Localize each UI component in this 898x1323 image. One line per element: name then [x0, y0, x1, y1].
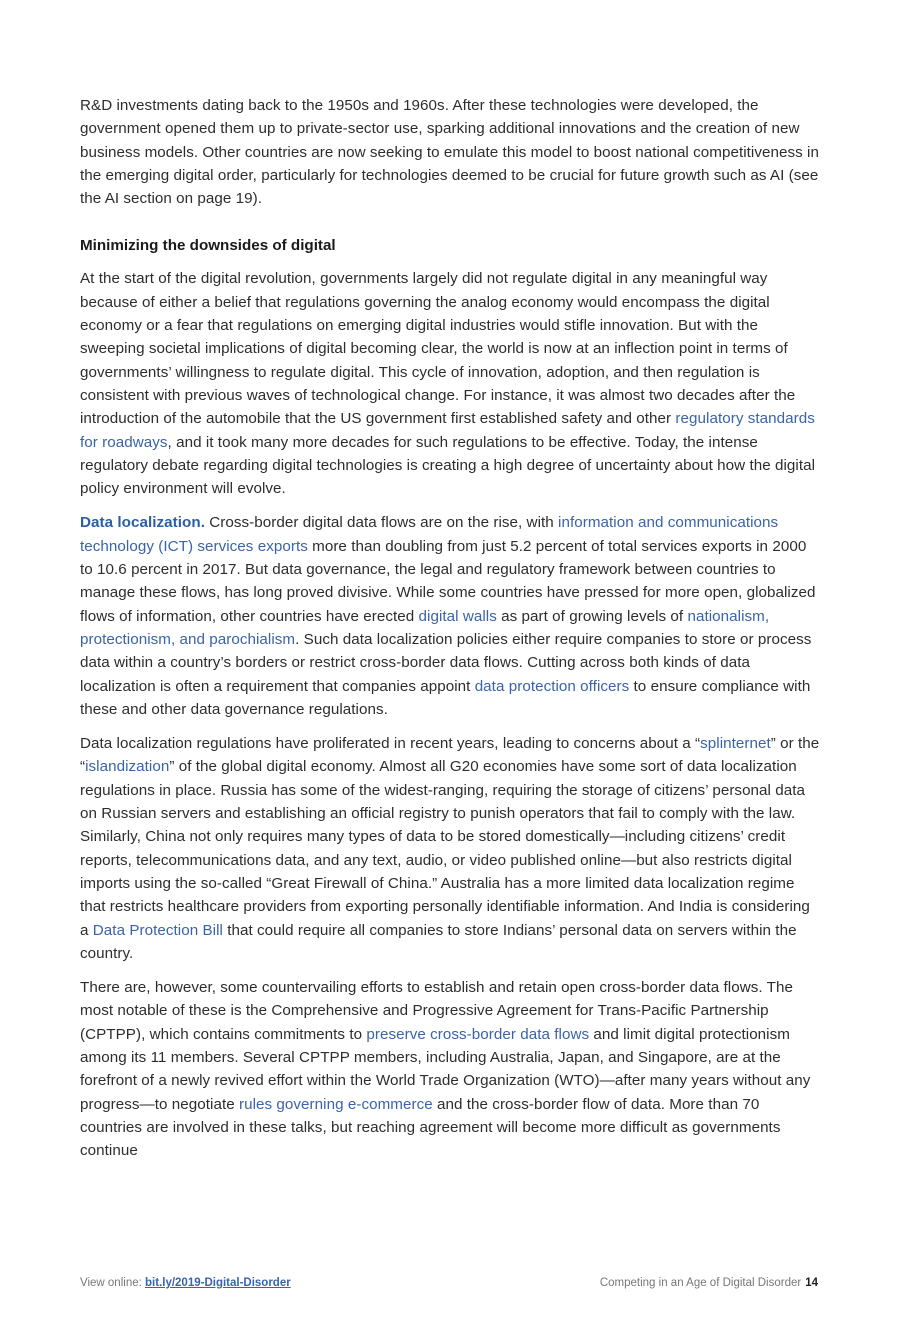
footer-doc-info [600, 1277, 818, 1289]
section-heading: Minimizing the downsides of digital [80, 237, 336, 255]
paragraph-localization-regulations: Data localization regulations have proliferated in recent years, leading to concerns about a “splinternet” or the “islandization” of the global digital economy. Almost all G20 economies have some sort of data localization regulations in place. Russia has some of the widest-ranging, requiring the storage of citizens’ personal data on Russian servers and establishing an official registry to punish operators that fail to comply with the law. Similarly, China not only requires many types of data to be stored domestically—including citizens’ credit reports, telecommunications data, and any text, audio, or video published online—but also restricts digital imports using the so-called “Great Firewall of China.” Australia has a more limited data localization regime that restricts healthcare providers from exporting personally identifiable information. And India is considering a Data Protection Bill that could require all companies to store Indians’ personal data on servers within the country. [80, 735, 820, 962]
link-preserve-data-flows[interactable]: preserve cross-border data flows [366, 1025, 590, 1043]
page-footer [80, 1277, 818, 1289]
page-number: 14 [805, 1277, 818, 1289]
link-digital-walls[interactable]: digital walls [418, 607, 497, 625]
paragraph-countervailing-efforts: There are, however, some countervailing efforts to establish and retain open cross-border data flows. The most notable of these is the Comprehensive and Progressive Agreement for Trans-Pacific Partnership (CPTPP), which contains commitments to preserve cross-border data flows and limit digital protectionism among its 11 members. Several CPTPP members, including Australia, Japan, and Singapore, are at the forefront of a newly revived effort within the World Trade Organization (WTO)—after many years without any progress—to negotiate rules governing e-commerce and the cross-border flow of data. More than 70 countries are involved in these talks, but reaching agreement will become more difficult as governments continue [80, 979, 811, 1160]
link-rules-e-commerce[interactable]: rules governing e-commerce [238, 1095, 433, 1113]
paragraph-regulation: At the start of the digital revolution, governments largely did not regulate digital in any meaningful way because of either a belief that regulations governing the analog economy would encompass the digital economy or a fear that regulations on emerging digital industries would stifle innovation. But with the sweeping societal implications of digital becoming clear, the world is now at an inflection point in terms of governments’ willingness to regulate digital. This cycle of innovation, adoption, and then regulation is consistent with previous waves of technological change. For instance, it was almost two decades after the introduction of the automobile that the US government first established safety and other regulatory standards for roadways, and it took many more decades for such regulations to be effective. Today, the intense regulatory debate regarding digital technologies is creating a high degree of uncertainty about how the digital policy environment will evolve. [80, 270, 816, 498]
paragraph-data-localization: Data localization. Cross-border digital data flows are on the rise, with information and communications technology (ICT) services exports more than doubling from just 5.2 percent of total services exports in 2000 to 10.6 percent in 2017. But data governance, the legal and regulatory framework between countries to manage these flows, has long proved divisive. While some countries have pressed for more open, globalized flows of information, other countries have erected digital walls as part of growing levels of nationalism, protectionism, and parochialism. Such data localization policies either require companies to store or process data within a country’s borders or restrict cross-border data flows. Cutting across both kinds of data localization is often a requirement that companies appoint data protection officers to ensure compliance with these and other data governance regulations. [80, 514, 816, 718]
link-ict-services-exports[interactable]: information and communications technology (ICT) services exports [80, 514, 779, 555]
link-data-protection-bill[interactable]: Data Protection Bill [92, 921, 223, 939]
footer-doc-title: Competing in an Age of Digital Disorder [599, 1277, 802, 1289]
page-body [80, 94, 820, 1173]
link-regulatory-standards[interactable]: regulatory standards for roadways [80, 410, 815, 451]
footer-view-online: View online: bit.ly/2019-Digital-Disorder [80, 1277, 291, 1289]
lead-in-data-localization: Data localization. [80, 514, 205, 532]
link-nationalism[interactable]: nationalism, protectionism, and parochialism [80, 607, 770, 648]
footer-url-link[interactable]: bit.ly/2019-Digital-Disorder [145, 1277, 291, 1289]
paragraph-intro: R&D investments dating back to the 1950s and 1960s. After these technologies were developed, the government opened them up to private-sector use, sparking additional innovations and the creation of new business models. Other countries are now seeking to emulate this model to boost national competitiveness in the emerging digital order, particularly for technologies deemed to be crucial for future growth such as AI (see the AI section on page 19). [80, 97, 819, 208]
link-islandization[interactable]: islandization [85, 758, 170, 776]
link-splinternet[interactable]: splinternet [700, 735, 771, 753]
link-data-protection-officers[interactable]: data protection officers [474, 677, 630, 695]
